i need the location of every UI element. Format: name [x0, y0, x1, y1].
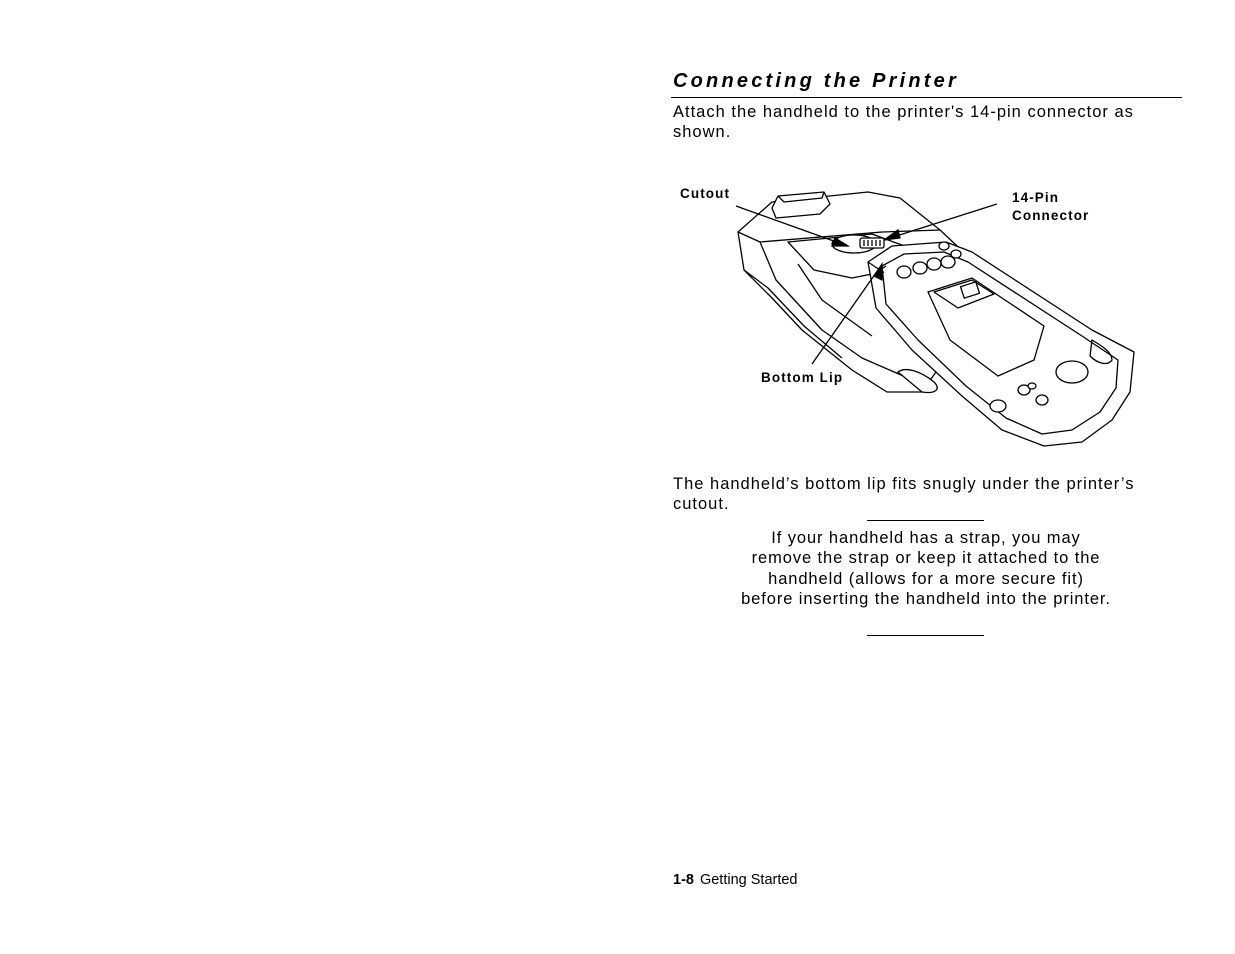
note-top-rule [867, 520, 984, 521]
keypad-button [913, 262, 927, 274]
side-button [990, 400, 1006, 412]
strap-note: If your handheld has a strap, you may remove the strap or keep it attached to the handheld (allows for a more secure fit) before inserting the handheld into the printer. [741, 529, 1111, 608]
callout-bottom-lip: Bottom Lip [761, 370, 844, 385]
callout-14-pin-connector: 14-Pin Connector [1012, 190, 1090, 223]
keypad-button [927, 258, 941, 270]
page-number: 1-8 [673, 872, 694, 888]
section-title: Connecting the Printer [673, 70, 959, 92]
note-bottom-rule [867, 635, 984, 636]
footer-section-name: Getting Started [699, 872, 798, 888]
control-button [1028, 383, 1036, 389]
keypad-button [939, 242, 949, 250]
keypad-button [897, 266, 911, 278]
intro-paragraph: Attach the handheld to the printer's 14-pin connector as shown. [673, 103, 1134, 141]
fit-paragraph: The handheld’s bottom lip fits snugly under the printer’s cutout. [673, 475, 1135, 513]
keypad-button [951, 250, 961, 258]
control-button [1056, 361, 1088, 383]
page-footer [673, 872, 798, 888]
title-rule [671, 97, 1182, 98]
control-button [1036, 395, 1048, 405]
callout-cutout: Cutout [680, 186, 731, 201]
